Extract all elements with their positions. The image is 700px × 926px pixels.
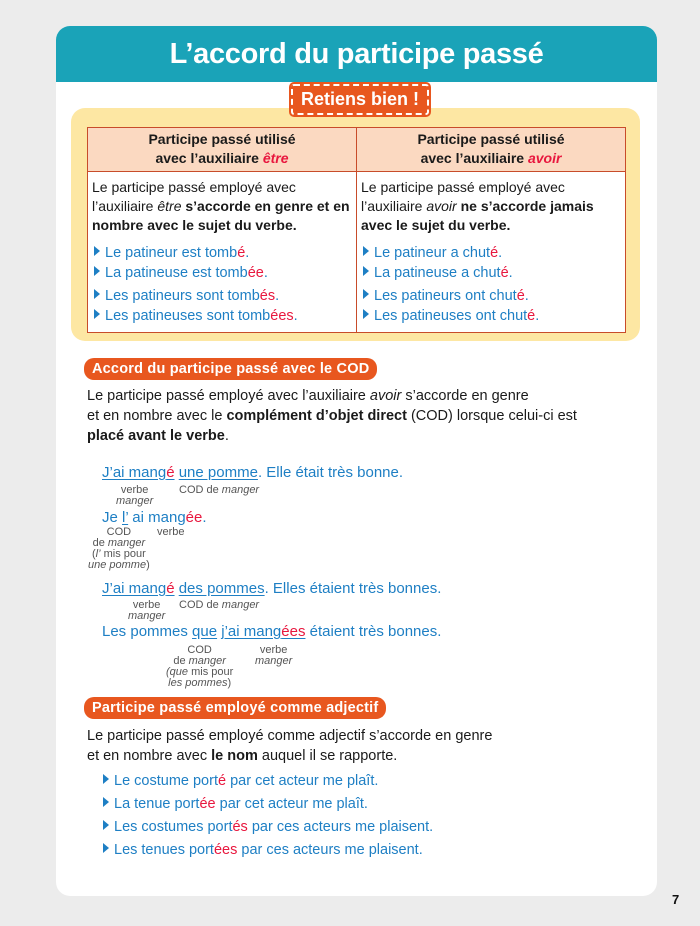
arrow-bullet-icon <box>103 797 109 807</box>
cod-example-2: Je l’ ai mangée. <box>102 509 207 526</box>
example-item: Le costume porté par cet acteur me plaît. <box>101 770 433 793</box>
cell-avoir <box>357 172 626 333</box>
rule-table <box>87 127 626 333</box>
annotation-cod-4: COD de manger (que mis pour les pommes) <box>166 644 234 689</box>
adjectif-examples <box>101 770 433 862</box>
example-item: La patineuse est tombée. <box>92 263 352 283</box>
cod-heading: Accord du participe passé avec le COD <box>84 358 377 380</box>
example-item: Le patineur a chuté. <box>361 243 621 263</box>
example-item: Les patineurs ont chuté. <box>361 286 621 306</box>
rule-text-avoir: Le participe passé employé avec l’auxiliaire avoir ne s’accorde jamais avec le sujet du verbe. <box>361 179 594 233</box>
page-number: 7 <box>672 892 680 907</box>
cod-example-1: J’ai mangé une pomme. Elle était très bonne. <box>102 464 404 481</box>
arrow-bullet-icon <box>94 289 100 299</box>
examples-etre <box>92 243 352 326</box>
title-bar <box>56 26 657 82</box>
adjectif-paragraph: Le participe passé employé comme adjectif s’accorde en genre et en nombre avec le nom auquel il se rapporte. <box>87 728 493 764</box>
page-card <box>56 26 657 896</box>
example-item: Les patineurs sont tombés. <box>92 286 352 306</box>
header-etre: Participe passé utilisé avec l’auxiliaire être <box>88 128 357 172</box>
cod-example-3: J’ai mangé des pommes. Elles étaient très bonnes. <box>102 580 442 597</box>
arrow-bullet-icon <box>363 289 369 299</box>
arrow-bullet-icon <box>94 309 100 319</box>
arrow-bullet-icon <box>94 246 100 256</box>
example-item: Les patineuses sont tombées. <box>92 306 352 326</box>
arrow-bullet-icon <box>103 843 109 853</box>
example-item: Les patineuses ont chuté. <box>361 306 621 326</box>
arrow-bullet-icon <box>94 266 100 276</box>
arrow-bullet-icon <box>363 266 369 276</box>
example-item: La patineuse a chuté. <box>361 263 621 283</box>
annotation-verbe-4: verbe manger <box>255 644 293 667</box>
cod-example-4: Les pommes que j’ai mangées étaient très bonnes. <box>102 623 442 640</box>
adjectif-heading: Participe passé employé comme adjectif <box>84 697 386 719</box>
header-avoir: Participe passé utilisé avec l’auxiliaire avoir <box>357 128 626 172</box>
annotation-verbe-1: verbe manger <box>116 484 154 507</box>
annotation-verbe-3: verbe manger <box>128 599 166 622</box>
example-item: La tenue portée par cet acteur me plaît. <box>101 793 433 816</box>
annotation-cod-1: COD de manger <box>179 484 260 496</box>
example-item: Les tenues portées par ces acteurs me plaisent. <box>101 839 433 862</box>
page-title: L’accord du participe passé <box>169 37 544 70</box>
arrow-bullet-icon <box>103 774 109 784</box>
arrow-bullet-icon <box>103 820 109 830</box>
retiens-bien-badge: Retiens bien ! <box>291 84 429 115</box>
examples-avoir <box>361 243 621 326</box>
cod-paragraph: Le participe passé employé avec l’auxiliaire avoir s’accorde en genre et en nombre avec le complément d’objet direct (COD) lorsque celui-ci est placé avant le verbe. <box>87 388 577 444</box>
arrow-bullet-icon <box>363 309 369 319</box>
annotation-cod-2: COD de manger (l’ mis pour une pomme) <box>88 526 150 571</box>
arrow-bullet-icon <box>363 246 369 256</box>
example-item: Les costumes portés par ces acteurs me plaisent. <box>101 816 433 839</box>
rule-text-etre: Le participe passé employé avec l’auxiliaire être s’accorde en genre et en nombre avec le sujet du verbe. <box>92 179 350 233</box>
annotation-verbe-2: verbe <box>157 526 185 538</box>
example-item: Le patineur est tombé. <box>92 243 352 263</box>
annotation-cod-3: COD de manger <box>179 599 260 611</box>
cell-etre <box>88 172 357 333</box>
